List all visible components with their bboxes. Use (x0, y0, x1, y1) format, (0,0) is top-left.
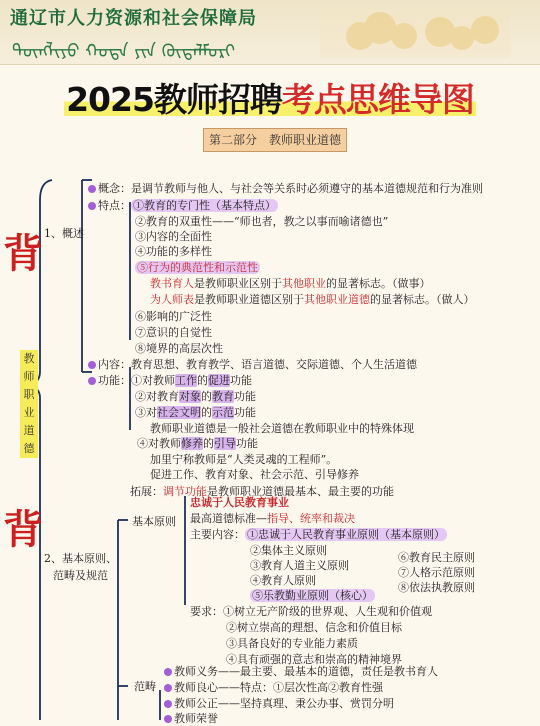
fn3b: 社会文明 (157, 406, 201, 419)
content-row (88, 357, 417, 372)
title-red: 考点思维导图 (281, 80, 474, 119)
main-8: ⑧依法执教原则 (398, 581, 475, 594)
main-6: ⑥教育民主原则 (398, 551, 475, 564)
requirement-row (190, 604, 432, 619)
ext-key: 拓展： (130, 485, 163, 498)
side-char: 教 (23, 352, 35, 365)
main-key: 主要内容： (190, 528, 245, 541)
part-label: 第二部分 教师职业道德 (203, 128, 347, 152)
f5a-red2: 其他职业 (282, 277, 326, 290)
main-7: ⑦人格示范原则 (398, 566, 475, 579)
fn4b: 修养 (181, 437, 203, 450)
function-key: 功能： (98, 374, 131, 387)
req-1: ①树立无产阶级的世界观、人生观和价值观 (223, 605, 432, 618)
feature-2: ②教育的双重性——“师也者，教之以事而喻诸德也” (135, 215, 389, 228)
feature-5b (150, 292, 475, 307)
main-3: ③教育人道主义原则 (250, 559, 349, 572)
concept-value: 是调节教师与他人、与社会等关系时必须遵守的基本道德规范和行为准则 (131, 182, 483, 195)
req-2: ②树立崇高的理想、信念和价值目标 (226, 621, 402, 634)
f5b-red2: 其他职业道德 (304, 293, 370, 306)
fn2c: 的 (201, 390, 212, 403)
feature-5-text: ⑤行为的典范性和示范性 (137, 261, 258, 274)
bullet-dot (164, 715, 172, 723)
fn2e: 功能 (234, 390, 256, 403)
main-4: ④教育人原则 (250, 574, 316, 587)
feature-5a (150, 276, 431, 291)
concept-row (88, 181, 483, 196)
scope-key: 范畴 (134, 680, 156, 693)
feature-3: ③内容的全面性 (135, 230, 212, 243)
fn2b: 对象 (179, 390, 201, 403)
function-3-note: 教师职业道德是一般社会道德在教师职业中的特殊体现 (150, 422, 414, 435)
concept-key: 概念： (98, 182, 131, 195)
bullet-dot (164, 700, 172, 708)
section-principles-label: 2、基本原则、 (44, 552, 117, 565)
main-5-text: ⑤乐教勤业原则（核心） (252, 589, 373, 602)
side-char: 职 (23, 388, 35, 401)
side-char: 业 (23, 406, 35, 419)
main-1: ①忠诚于人民教育事业原则（基本原则） (247, 528, 445, 541)
fn1a: ①对教师 (131, 374, 175, 387)
p2a: 最高道德标准— (190, 512, 267, 525)
fn1b: 工作 (175, 374, 197, 387)
feature-5 (135, 260, 260, 275)
main-5 (250, 588, 375, 603)
f5b-red: 为人师表 (150, 293, 194, 306)
bei-mark-2: 背 (3, 507, 43, 553)
content-value: 教育思想、教育教学、语言道德、交际道德、个人生活道德 (131, 358, 417, 371)
fn4c: 的 (203, 437, 214, 450)
scope-4 (164, 711, 218, 726)
scope-4-text: 教师荣誉 (174, 712, 218, 725)
bullet-dot (164, 684, 172, 692)
function-4-note: 加里宁称教师是“人类灵魂的工程师”。 (150, 453, 338, 466)
fn3c: 的 (201, 406, 212, 419)
req-key: 要求： (190, 605, 223, 618)
section-overview-label: 1、概述 (44, 227, 84, 240)
p2b: 指导、统率和裁决 (267, 512, 355, 525)
function-4 (137, 436, 258, 451)
basic-principle-key: 基本原则 (132, 515, 176, 528)
bullet-dot (88, 361, 96, 369)
side-label (20, 350, 38, 458)
scope-2-text: 教师良心——特点：①层次性高②教育性强 (174, 681, 383, 694)
f5b-end: 的显著标志。（做人） (370, 293, 475, 306)
section-principles-label-2: 范畴及规范 (53, 569, 108, 582)
f5b-mid: 是教师职业道德区别于 (194, 293, 304, 306)
fn3d: 示范 (212, 406, 234, 419)
fn2a: ②对教育 (135, 390, 179, 403)
f5a-end: 的显著标志。（做事） (326, 277, 431, 290)
feature-7: ⑦意识的自觉性 (135, 326, 212, 339)
scope-3 (164, 696, 394, 711)
function-3 (135, 405, 256, 420)
content-key: 内容： (98, 358, 131, 371)
fn1c: 的 (197, 374, 208, 387)
title-black: 2025教师招聘 (66, 80, 282, 119)
feature-6: ⑥影响的广泛性 (135, 310, 212, 323)
feature-key: 特点： (98, 199, 131, 212)
function-summary: 促进工作、教育对象、社会示范、引导修养 (150, 468, 359, 481)
side-char: 德 (23, 442, 35, 455)
f5a-red: 教书育人 (150, 277, 194, 290)
fn2d: 教育 (212, 390, 234, 403)
scope-2 (164, 680, 383, 695)
bullet-dot (88, 377, 96, 385)
function-2 (135, 389, 256, 404)
side-char: 道 (23, 424, 35, 437)
bullet-dot (164, 668, 172, 676)
f5a-mid: 是教师职业区别于 (194, 277, 282, 290)
ext-value: 是教师职业道德最基本、最主要的功能 (207, 485, 394, 498)
fn4a: ④对教师 (137, 437, 181, 450)
mongolian-script: ᠲᠦᠩᠯᠢᠶᠣ ᠬᠣᠲᠠ ᠶᠢᠨ ᠬᠥᠳᠡᠯᠮᠦᠷᠢ (12, 41, 236, 62)
scope-1-text: 教师义务——最主要、最基本的道德，责任是教书育人 (174, 665, 438, 678)
principle-loyalty: 忠诚于人民教育事业 (190, 496, 289, 509)
feature-1: ①教育的专门性（基本特点） (133, 199, 276, 212)
feature-row (88, 198, 278, 213)
bullet-dot (88, 185, 96, 193)
fn1d: 促进 (208, 374, 230, 387)
scope-1 (164, 664, 438, 679)
principle-standard (190, 511, 355, 526)
function-row (88, 373, 252, 388)
main-2: ②集体主义原则 (250, 544, 327, 557)
req-3: ③具备良好的专业能力素质 (226, 637, 358, 650)
fn4e: 功能 (236, 437, 258, 450)
feature-4: ④功能的多样性 (135, 245, 212, 258)
ext-red: 调节功能 (163, 485, 207, 498)
fn3a: ③对 (135, 406, 157, 419)
side-char: 师 (23, 370, 35, 383)
req-4: ④具有顽强的意志和崇高的精神境界 (226, 653, 402, 666)
feature-8: ⑧境界的高层次性 (135, 342, 223, 355)
banner-title: 通辽市人力资源和社会保障局 (10, 8, 257, 29)
bei-mark-1: 背 (3, 231, 43, 277)
fn3e: 功能 (234, 406, 256, 419)
scope-3-text: 教师公正——坚持真理、秉公办事、赏罚分明 (174, 697, 394, 710)
main-content-row (190, 527, 447, 542)
fn4d: 引导 (214, 437, 236, 450)
bullet-dot (88, 202, 96, 210)
fn1e: 功能 (230, 374, 252, 387)
